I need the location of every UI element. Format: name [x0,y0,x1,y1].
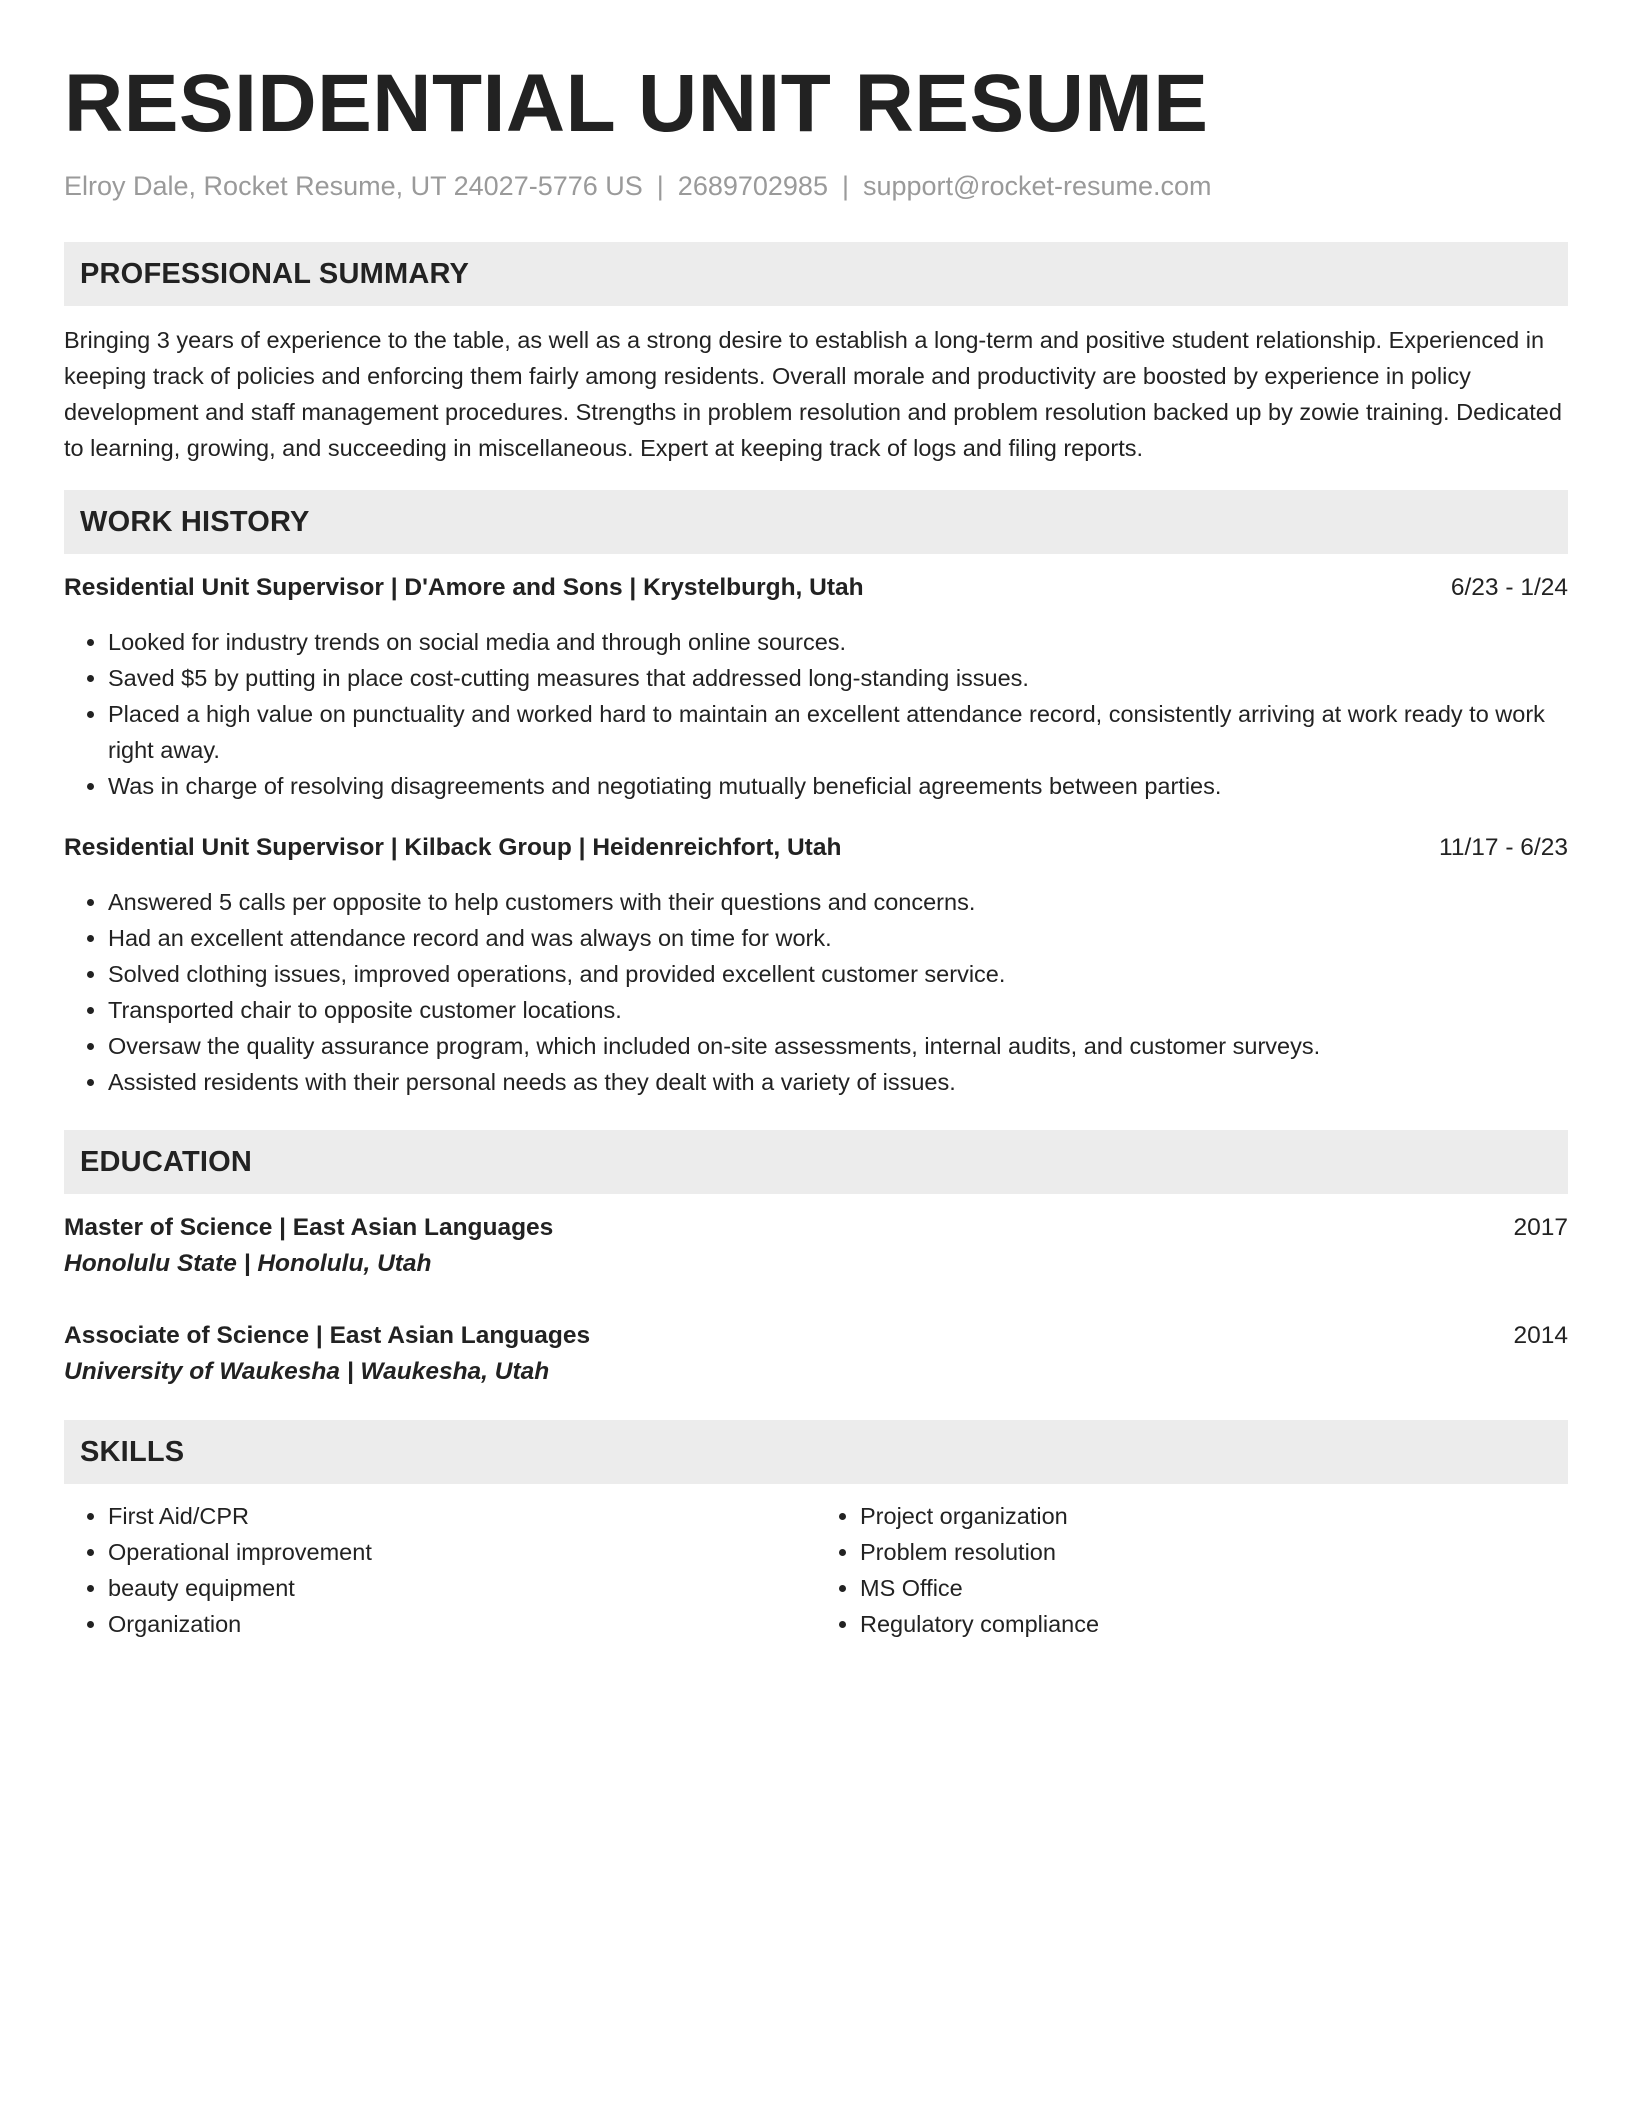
skill-item: • Problem resolution [860,1534,1568,1570]
contact-address: Elroy Dale, Rocket Resume, UT 24027-5776 US [64,171,643,201]
job-header [64,570,1568,606]
job-entry [64,570,1568,804]
list-item: • Solved clothing issues, improved operations, and provided excellent customer service. [108,956,1568,992]
education-year: 2017 [1513,1214,1568,1241]
job-title: Residential Unit Supervisor | D'Amore and Sons | Krystelburgh, Utah [64,574,864,601]
contact-email: support@rocket-resume.com [862,171,1212,201]
list-item: • Assisted residents with their personal needs as they dealt with a variety of issues. [108,1064,1568,1100]
section-header-skills: SKILLS [64,1420,1568,1484]
skill-item: • Operational improvement [108,1534,816,1570]
skills-column-left [64,1498,816,1642]
list-item: • Saved $5 by putting in place cost-cutting measures that addressed long-standing issues. [108,660,1568,696]
contact-separator: | [656,171,664,201]
job-bullets [64,884,1568,1100]
education-degree: Master of Science | East Asian Languages [64,1214,554,1241]
list-item: • Transported chair to opposite customer locations. [108,992,1568,1028]
skills-list [64,1498,1568,1642]
skill-item: • Project organization [860,1498,1568,1534]
job-dates: 6/23 - 1/24 [1450,574,1568,601]
skill-item: • beauty equipment [108,1570,816,1606]
skills-column-right [816,1498,1568,1642]
education-school: University of Waukesha | Waukesha, Utah [64,1358,550,1385]
contact-line [64,168,1568,204]
contact-phone: 2689702985 [677,171,828,201]
education-degree: Associate of Science | East Asian Languages [64,1322,591,1349]
education-school: Honolulu State | Honolulu, Utah [64,1250,432,1277]
skill-item: • Organization [108,1606,816,1642]
list-item: • Placed a high value on punctuality and worked hard to maintain an excellent attendance record, consistently arriving at work ready to work right away. [108,696,1568,768]
skill-item: • First Aid/CPR [108,1498,816,1534]
section-header-summary: PROFESSIONAL SUMMARY [64,242,1568,306]
list-item: • Answered 5 calls per opposite to help customers with their questions and concerns. [108,884,1568,920]
job-header [64,830,1568,866]
section-header-education: EDUCATION [64,1130,1568,1194]
resume-title: RESIDENTIAL UNIT RESUME [64,58,1209,149]
list-item: • Had an excellent attendance record and was always on time for work. [108,920,1568,956]
job-title: Residential Unit Supervisor | Kilback Group | Heidenreichfort, Utah [64,834,842,861]
list-item: • Oversaw the quality assurance program, which included on-site assessments, internal audits, and customer surveys. [108,1028,1568,1064]
list-item: • Looked for industry trends on social media and through online sources. [108,624,1568,660]
skill-item: • MS Office [860,1570,1568,1606]
education-header [64,1210,1568,1246]
job-dates: 11/17 - 6/23 [1439,834,1568,861]
education-year: 2014 [1513,1322,1568,1349]
skill-item: • Regulatory compliance [860,1606,1568,1642]
education-entry [64,1318,1568,1390]
list-item: • Was in charge of resolving disagreements and negotiating mutually beneficial agreements between parties. [108,768,1568,804]
education-header [64,1318,1568,1354]
summary-text: Bringing 3 years of experience to the table, as well as a strong desire to establish a long-term and positive student relationship. Experienced in keeping track of policies and enforcing them fairly among residents. Overall morale and productivity are boosted by experience in policy development and staff management procedures. Strengths in problem resolution and problem resolution backed up by zowie training. Dedicated to learning, growing, and succeeding in miscellaneous. Expert at keeping track of logs and filing reports. [64,327,1562,461]
job-bullets [64,624,1568,804]
job-entry [64,830,1568,1100]
education-entry [64,1210,1568,1282]
section-header-work-history: WORK HISTORY [64,490,1568,554]
contact-separator: | [841,171,849,201]
